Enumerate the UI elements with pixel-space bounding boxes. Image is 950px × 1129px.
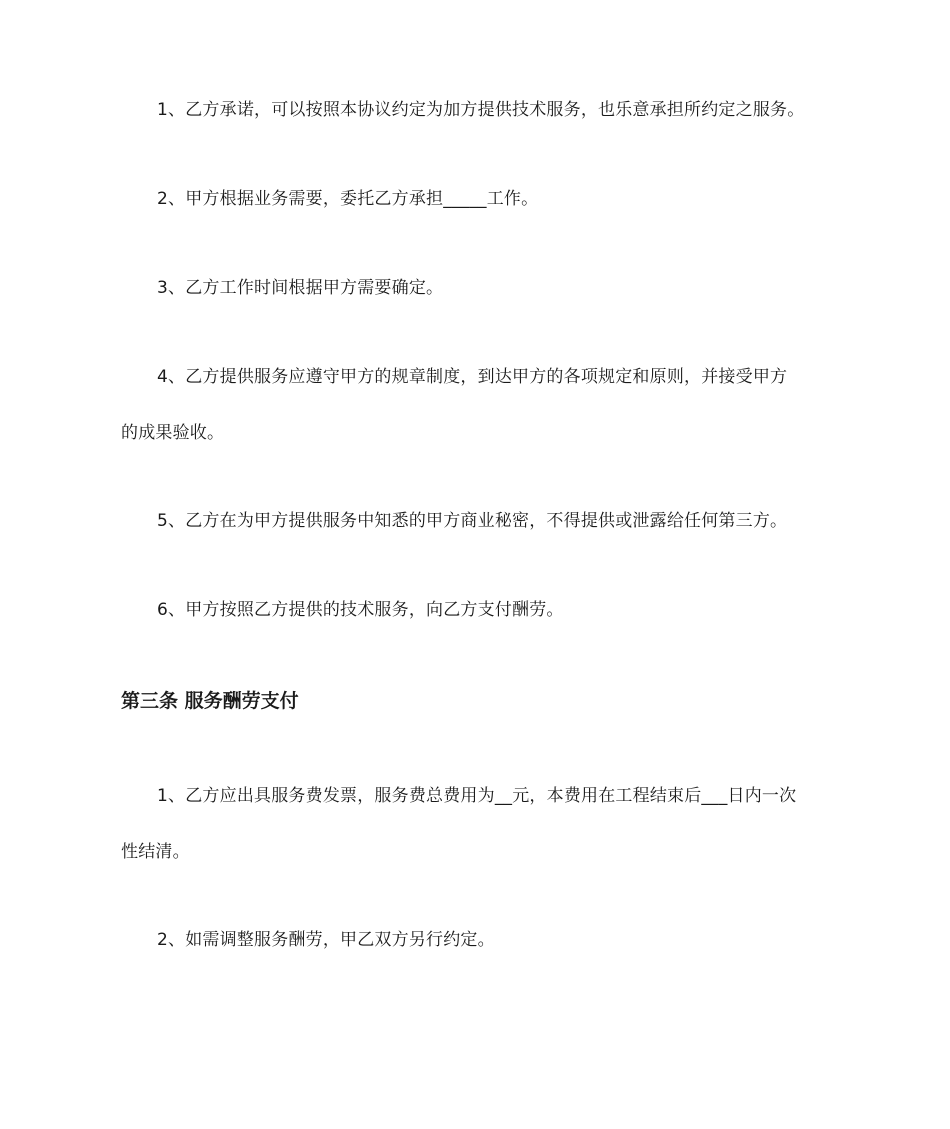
section-heading: 第三条 服务酬劳支付 (121, 690, 299, 712)
paragraph-4-line-2: 的成果验收。 (121, 423, 225, 443)
paragraph-2: 2、甲方根据业务需要，委托乙方承担_____工作。 (157, 189, 539, 209)
paragraph-5: 5、乙方在为甲方提供服务中知悉的甲方商业秘密，不得提供或泄露给任何第三方。 (157, 511, 788, 531)
section-paragraph-1-line-2: 性结清。 (121, 842, 190, 862)
paragraph-4-line-1: 4、乙方提供服务应遵守甲方的规章制度，到达甲方的各项规定和原则，并接受甲方 (157, 367, 788, 387)
paragraph-1: 1、乙方承诺，可以按照本协议约定为加方提供技术服务，也乐意承担所约定之服务。 (157, 100, 805, 120)
section-paragraph-2: 2、如需调整服务酬劳，甲乙双方另行约定。 (157, 930, 495, 950)
paragraph-6: 6、甲方按照乙方提供的技术服务，向乙方支付酬劳。 (157, 600, 564, 620)
paragraph-3: 3、乙方工作时间根据甲方需要确定。 (157, 278, 444, 298)
section-paragraph-1-line-1: 1、乙方应出具服务费发票，服务费总费用为__元，本费用在工程结束后___日内一次 (157, 786, 797, 806)
